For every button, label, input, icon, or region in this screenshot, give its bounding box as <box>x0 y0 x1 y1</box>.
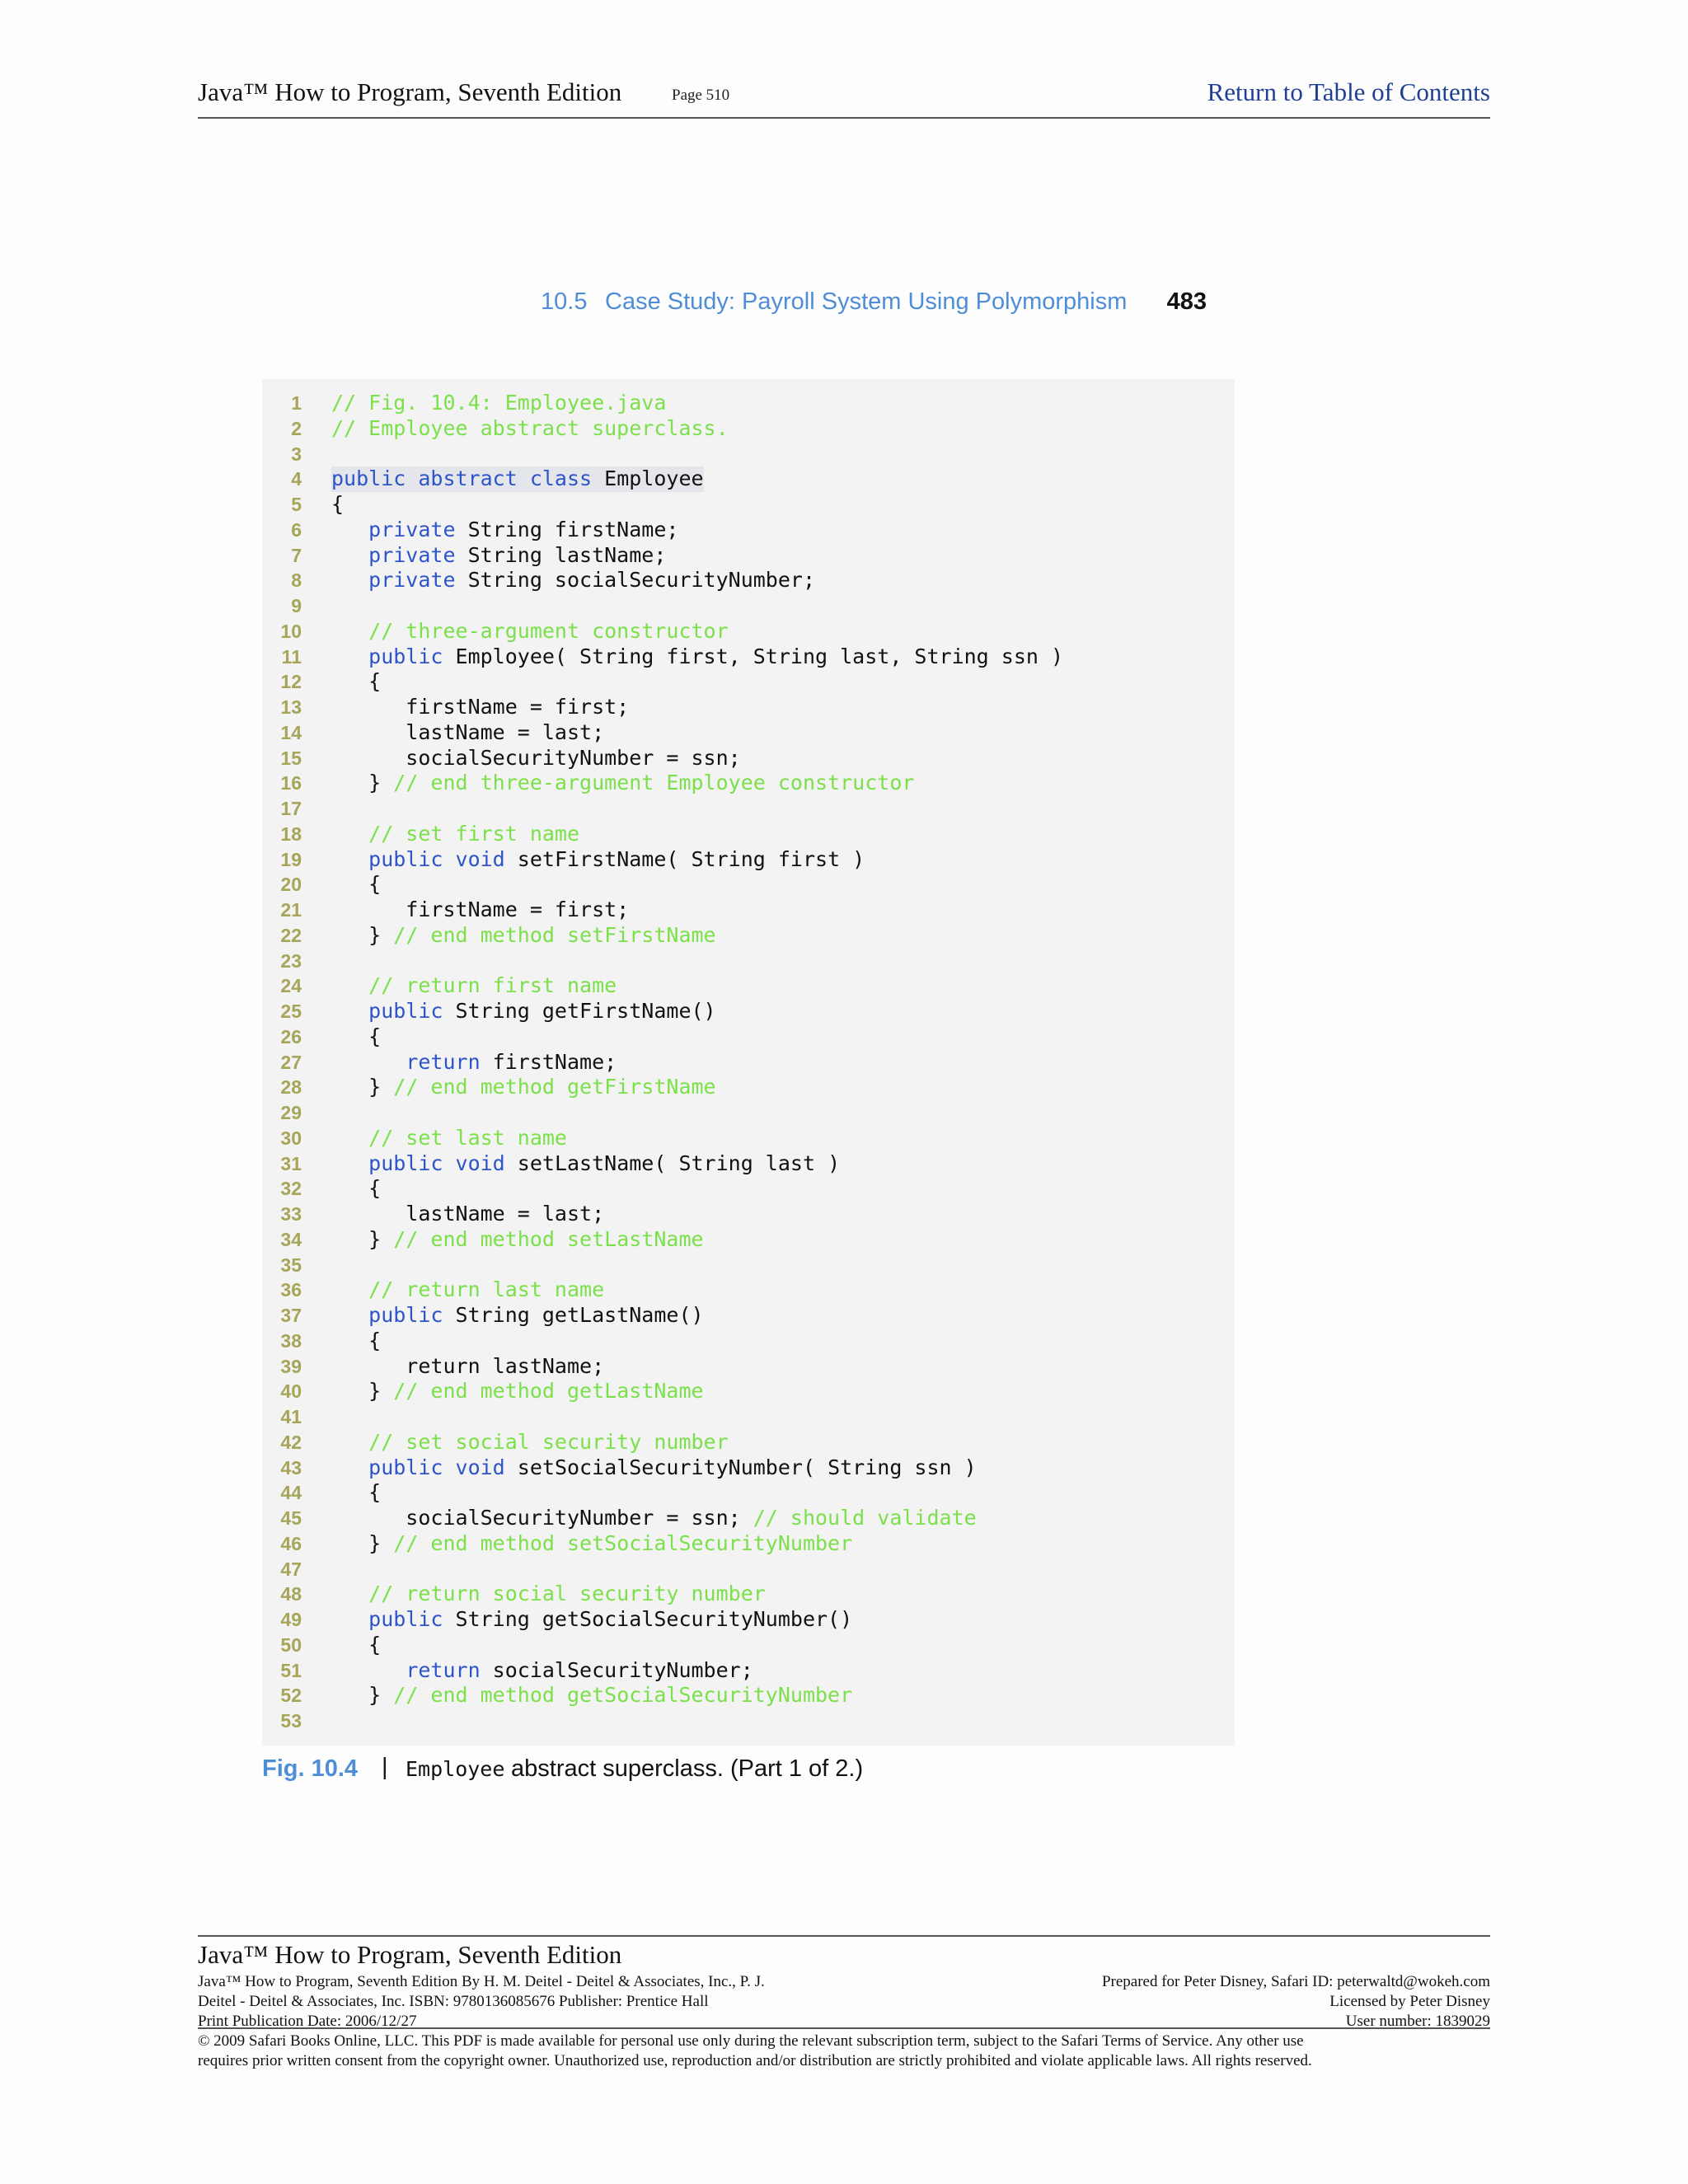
code-line <box>262 746 1235 771</box>
line-number: 48 <box>280 1583 302 1605</box>
code-text <box>331 1151 840 1177</box>
code-line <box>262 796 1235 822</box>
code-text <box>331 1024 381 1050</box>
code-token <box>331 1607 368 1631</box>
running-head <box>541 288 1207 325</box>
code-text <box>331 1227 704 1253</box>
code-text <box>331 1050 617 1076</box>
code-token: String getSocialSecurityNumber() <box>443 1607 853 1631</box>
code-token: { <box>331 1328 382 1352</box>
line-number: 25 <box>280 1001 302 1022</box>
code-token: { <box>331 669 382 694</box>
code-text <box>331 466 704 492</box>
code-line <box>262 1379 1235 1404</box>
line-number: 21 <box>280 899 302 921</box>
line-number: 18 <box>280 823 302 845</box>
code-text <box>331 391 666 416</box>
code-text <box>331 1658 753 1684</box>
code-line <box>262 1683 1235 1708</box>
code-line <box>262 1582 1235 1607</box>
code-token: } <box>331 1530 394 1555</box>
code-line <box>262 466 1235 492</box>
code-line <box>262 1303 1235 1329</box>
code-token: } <box>331 1379 394 1404</box>
code-token: String socialSecurityNumber; <box>455 568 816 593</box>
footer-divider <box>198 2027 1490 2029</box>
line-number: 36 <box>280 1279 302 1301</box>
code-text <box>331 492 344 518</box>
code-line <box>262 1354 1235 1380</box>
page-number: Page 510 <box>672 87 730 104</box>
line-number: 28 <box>280 1076 302 1099</box>
code-text <box>331 1176 381 1202</box>
code-token: Employee <box>604 466 704 491</box>
code-line <box>262 416 1235 442</box>
code-comment: // end method getSocialSecurityNumber <box>393 1683 853 1708</box>
caption-code-word: Employee <box>406 1757 505 1781</box>
code-token <box>331 1277 368 1301</box>
code-line <box>262 1658 1235 1684</box>
footer-prepared-for: Prepared for Peter Disney, Safari ID: peterwaltd@wokeh.com <box>1101 1973 1490 1990</box>
line-number: 39 <box>280 1355 302 1377</box>
line-number: 4 <box>291 468 302 490</box>
code-token: } <box>331 1683 394 1708</box>
code-token <box>331 973 368 997</box>
code-text <box>331 695 629 720</box>
code-comment: // set first name <box>368 821 580 846</box>
book-title: Java™ How to Program, Seventh Edition <box>198 77 622 106</box>
line-number: 14 <box>280 721 302 743</box>
line-number: 11 <box>281 645 302 668</box>
code-keyword: private <box>368 517 456 541</box>
code-line <box>262 1202 1235 1227</box>
code-token <box>331 1430 368 1454</box>
code-text <box>331 1329 381 1354</box>
code-line <box>262 1557 1235 1582</box>
code-line <box>262 543 1235 569</box>
code-text <box>331 1075 716 1100</box>
code-token <box>331 1658 406 1682</box>
code-listing <box>262 379 1235 1746</box>
code-token <box>331 1303 368 1327</box>
code-comment: // end method getLastName <box>393 1379 704 1404</box>
footer-publisher-info: Deitel - Deitel & Associates, Inc. ISBN: 9780136085676 Publisher: Prentice Hall <box>198 1993 709 2010</box>
line-number: 2 <box>291 417 302 439</box>
code-text <box>331 669 381 695</box>
code-text <box>331 872 381 898</box>
code-line <box>262 1531 1235 1557</box>
code-token: { <box>331 1024 382 1048</box>
footer-licensed-by: Licensed by Peter Disney <box>1329 1993 1490 2010</box>
code-token: setFirstName( String first ) <box>504 846 865 871</box>
code-token: firstName; <box>480 1049 617 1074</box>
code-token <box>331 1126 368 1150</box>
code-token: socialSecurityNumber; <box>480 1657 753 1682</box>
code-text <box>331 898 629 923</box>
code-text <box>331 1633 381 1658</box>
code-token <box>331 644 368 668</box>
code-line <box>262 1455 1235 1481</box>
code-text <box>331 1683 852 1708</box>
code-keyword: public <box>368 1303 443 1327</box>
code-token: } <box>331 1226 394 1251</box>
code-line <box>262 949 1235 974</box>
code-token: return lastName; <box>331 1353 605 1378</box>
code-line <box>262 1329 1235 1354</box>
line-number: 43 <box>280 1456 302 1479</box>
code-comment: // return last name <box>368 1277 605 1302</box>
line-number: 9 <box>291 595 302 616</box>
code-token: { <box>331 1632 382 1657</box>
line-number: 52 <box>280 1685 302 1707</box>
code-keyword: public <box>368 999 443 1023</box>
code-line <box>262 619 1235 644</box>
line-number: 26 <box>280 1025 302 1047</box>
line-number: 3 <box>291 443 302 465</box>
line-number: 42 <box>280 1431 302 1453</box>
line-number: 53 <box>280 1710 302 1732</box>
code-text <box>331 1202 604 1227</box>
code-token: lastName = last; <box>331 719 605 744</box>
code-line <box>262 1100 1235 1126</box>
code-keyword: public void <box>368 1455 505 1479</box>
code-token: firstName = first; <box>331 898 630 921</box>
line-number: 15 <box>280 747 302 769</box>
line-number: 34 <box>280 1228 302 1250</box>
line-number: 35 <box>280 1254 302 1276</box>
code-keyword: public void <box>368 1151 505 1175</box>
line-number: 51 <box>280 1659 302 1681</box>
code-text <box>331 720 604 746</box>
code-token: String firstName; <box>455 517 679 541</box>
code-line <box>262 872 1235 898</box>
code-text <box>331 619 729 644</box>
line-number: 31 <box>280 1152 302 1174</box>
line-number: 30 <box>280 1127 302 1149</box>
code-text <box>331 973 617 999</box>
code-token: socialSecurityNumber = ssn; <box>331 745 741 770</box>
code-keyword: public <box>368 1607 443 1631</box>
section-title: Case Study: Payroll System Using Polymorphism <box>605 288 1128 315</box>
code-token: { <box>331 1480 382 1505</box>
code-line <box>262 1176 1235 1202</box>
code-text <box>331 1354 604 1380</box>
code-text <box>331 1531 852 1557</box>
code-line <box>262 999 1235 1024</box>
code-token: { <box>331 492 345 516</box>
code-text <box>331 923 716 949</box>
code-token <box>331 999 368 1023</box>
line-number: 12 <box>280 671 302 693</box>
code-keyword: return <box>406 1657 481 1682</box>
line-number: 19 <box>280 848 302 870</box>
code-text <box>331 1506 977 1531</box>
code-line <box>262 923 1235 949</box>
code-line <box>262 1404 1235 1430</box>
code-line <box>262 847 1235 873</box>
code-line <box>262 1151 1235 1177</box>
line-number: 6 <box>291 518 302 541</box>
line-number: 13 <box>280 696 302 718</box>
code-line <box>262 771 1235 796</box>
code-token: { <box>331 872 382 897</box>
line-number: 33 <box>280 1203 302 1225</box>
code-token: firstName = first; <box>331 695 630 719</box>
code-line <box>262 593 1235 619</box>
code-text <box>331 518 678 543</box>
code-line <box>262 1430 1235 1455</box>
line-number: 40 <box>280 1380 302 1403</box>
code-token <box>331 518 368 541</box>
code-line <box>262 822 1235 847</box>
footer-user-number: User number: 1839029 <box>1345 2013 1490 2030</box>
line-number: 1 <box>291 392 302 414</box>
line-number: 17 <box>280 798 302 819</box>
caption-separator: | <box>382 1754 388 1780</box>
code-comment: // set last name <box>368 1125 567 1150</box>
code-line <box>262 1506 1235 1531</box>
code-token <box>331 1050 406 1074</box>
code-comment: // set social security number <box>368 1429 729 1454</box>
code-line <box>262 1480 1235 1506</box>
code-text <box>331 746 741 771</box>
code-comment: // end three-argument Employee constructor <box>393 771 915 795</box>
code-text <box>331 1277 604 1303</box>
line-number: 7 <box>291 544 302 566</box>
code-token <box>331 1455 368 1479</box>
page-footer <box>198 1935 1490 2069</box>
code-keyword: private <box>368 542 456 567</box>
line-number: 23 <box>280 949 302 972</box>
code-token: setLastName( String last ) <box>504 1151 841 1175</box>
line-number: 45 <box>280 1507 302 1529</box>
code-line <box>262 1277 1235 1303</box>
code-text <box>331 1480 381 1506</box>
code-line <box>262 492 1235 518</box>
code-keyword: public abstract class <box>331 466 605 491</box>
code-keyword: public void <box>368 846 505 871</box>
code-token <box>331 619 368 643</box>
code-line <box>262 695 1235 720</box>
line-number: 5 <box>291 494 302 515</box>
line-number: 50 <box>280 1633 302 1656</box>
code-token: } <box>331 1075 394 1099</box>
code-token: String lastName; <box>455 542 667 567</box>
line-number: 41 <box>280 1406 302 1427</box>
code-line <box>262 1024 1235 1050</box>
line-number: 37 <box>280 1305 302 1326</box>
code-token: lastName = last; <box>331 1202 605 1226</box>
line-number: 38 <box>280 1329 302 1352</box>
code-text <box>331 568 815 593</box>
code-keyword: public <box>368 644 443 668</box>
code-line <box>262 720 1235 746</box>
code-keyword: private <box>368 568 456 593</box>
code-text <box>331 1303 704 1329</box>
toc-link[interactable]: Return to Table of Contents <box>1207 77 1490 106</box>
code-token <box>331 822 368 846</box>
code-comment: // Fig. 10.4: Employee.java <box>331 391 667 415</box>
code-line <box>262 1227 1235 1253</box>
code-line <box>262 1253 1235 1278</box>
code-token <box>331 1582 368 1605</box>
code-token <box>331 568 368 592</box>
code-comment: // end method getFirstName <box>393 1075 716 1099</box>
code-token: { <box>331 1176 382 1201</box>
line-number: 49 <box>280 1609 302 1630</box>
code-keyword: return <box>406 1049 481 1074</box>
code-text <box>331 771 914 796</box>
code-line <box>262 669 1235 695</box>
code-line <box>262 644 1235 670</box>
code-comment: // return social security number <box>368 1582 766 1606</box>
code-text <box>331 1455 977 1481</box>
code-token: socialSecurityNumber = ssn; <box>331 1506 753 1530</box>
code-text <box>331 1430 729 1455</box>
line-number: 16 <box>280 772 302 794</box>
code-text <box>331 822 579 847</box>
book-page-number: 483 <box>1166 288 1207 315</box>
code-line <box>262 1633 1235 1658</box>
code-line <box>262 391 1235 416</box>
code-token: } <box>331 922 394 947</box>
code-comment: // end method setFirstName <box>393 922 716 947</box>
figure-label: Fig. 10.4 <box>262 1755 359 1782</box>
code-text <box>331 999 716 1024</box>
code-line <box>262 568 1235 593</box>
footer-book-info: Java™ How to Program, Seventh Edition By H. M. Deitel - Deitel & Associates, Inc., P. J. <box>198 1973 765 1990</box>
code-token: } <box>331 771 394 795</box>
code-token <box>331 543 368 567</box>
code-comment: // end method setLastName <box>393 1226 704 1251</box>
line-number: 29 <box>280 1102 302 1123</box>
code-text <box>331 1126 567 1151</box>
code-text <box>331 847 865 873</box>
code-line <box>262 1708 1235 1734</box>
code-line <box>262 1075 1235 1100</box>
line-number: 10 <box>280 620 302 642</box>
code-comment: // Employee abstract superclass. <box>331 415 729 440</box>
line-number: 22 <box>280 924 302 946</box>
code-line <box>262 1126 1235 1151</box>
code-comment: // end method setSocialSecurityNumber <box>393 1530 853 1555</box>
line-number: 46 <box>280 1532 302 1554</box>
code-line <box>262 442 1235 467</box>
figure-caption <box>262 1755 1004 1792</box>
code-text <box>331 416 729 442</box>
code-line <box>262 973 1235 999</box>
code-token <box>331 1151 368 1175</box>
code-comment: // return first name <box>368 973 617 998</box>
code-comment: // three-argument constructor <box>368 618 729 643</box>
code-text <box>331 1582 766 1607</box>
code-text <box>331 543 666 569</box>
line-number: 20 <box>280 874 302 896</box>
caption-text: abstract superclass. (Part 1 of 2.) <box>511 1755 864 1782</box>
page-header <box>198 77 1490 119</box>
code-line <box>262 1607 1235 1633</box>
section-number: 10.5 <box>541 288 588 315</box>
code-comment: // should validate <box>753 1506 977 1530</box>
copyright-line: © 2009 Safari Books Online, LLC. This PDF is made available for personal use only during the relevant subscription term, subject to the Safari Terms of Service. Any other use <box>198 2032 1304 2050</box>
footer-title: Java™ How to Program, Seventh Edition <box>198 1940 622 1969</box>
footer-publication-date: Print Publication Date: 2006/12/27 <box>198 2013 417 2030</box>
line-number: 8 <box>291 569 302 592</box>
code-token: String getFirstName() <box>443 999 716 1023</box>
code-text <box>331 1607 852 1633</box>
code-token: setSocialSecurityNumber( String ssn ) <box>504 1455 977 1479</box>
line-number: 27 <box>280 1051 302 1073</box>
code-token <box>331 847 368 871</box>
line-number: 47 <box>280 1558 302 1580</box>
code-text <box>331 1379 704 1404</box>
code-token: String getLastName() <box>443 1303 704 1327</box>
code-line <box>262 898 1235 923</box>
code-text <box>331 644 1063 670</box>
code-line <box>262 518 1235 543</box>
code-token: Employee( String first, String last, String ssn ) <box>443 644 1064 668</box>
copyright-line: requires prior written consent from the copyright owner. Unauthorized use, reproduction and/or distribution are strictly prohibited and violate applicable laws. All rights reserved. <box>198 2052 1312 2069</box>
line-number: 44 <box>280 1482 302 1504</box>
code-line <box>262 1050 1235 1076</box>
line-number: 32 <box>280 1178 302 1200</box>
line-number: 24 <box>280 975 302 997</box>
